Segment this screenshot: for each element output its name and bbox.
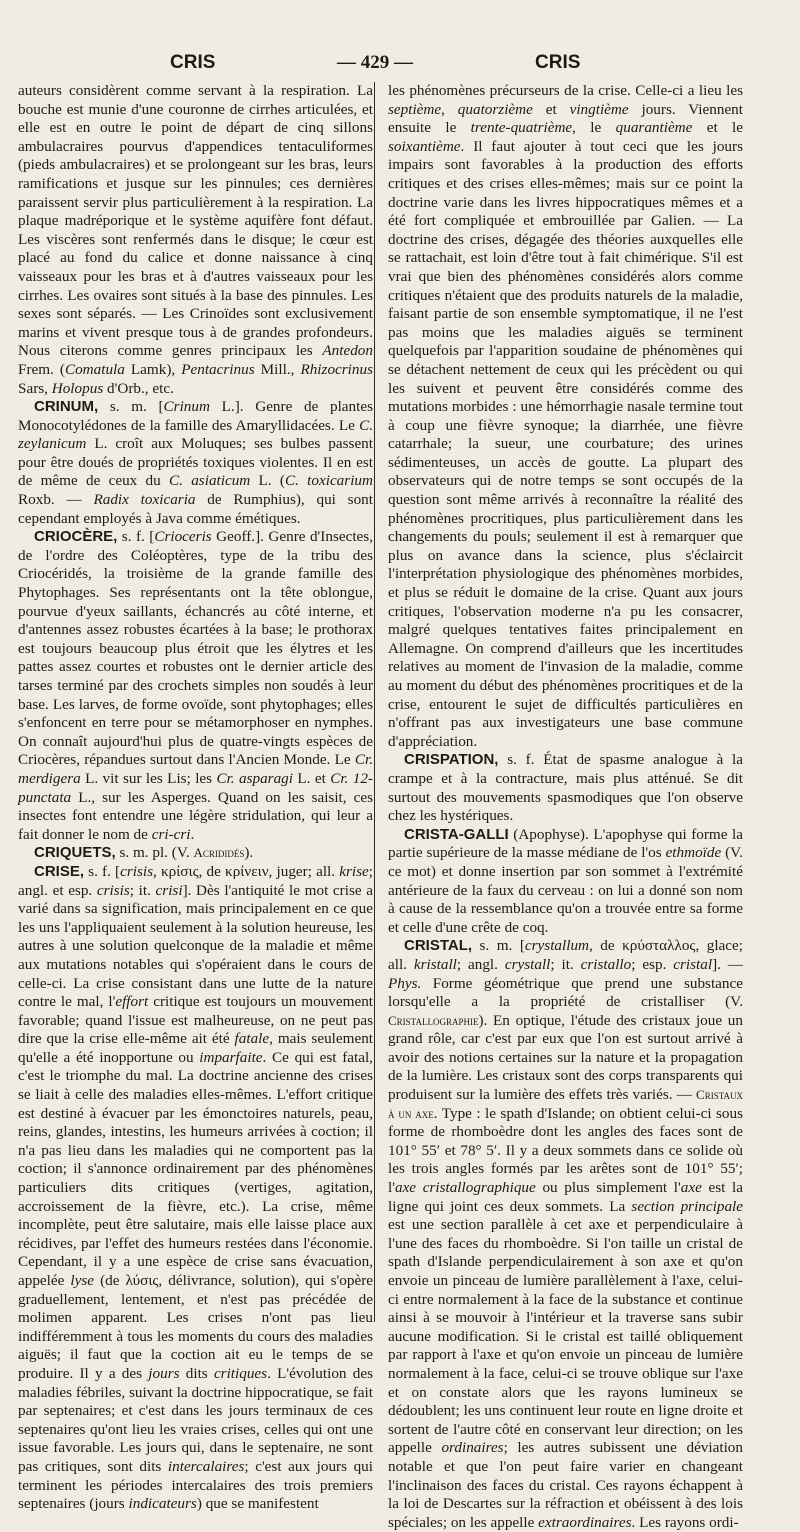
entry-text: Cr. asparagi [216, 769, 293, 787]
entry-text: ; c'est aux jours qui terminent les périodes intercalaires des trois premiers septenaires (jours [18, 1457, 373, 1513]
entry-text: s. m. [ [98, 398, 164, 416]
entry-text: kristall [413, 955, 457, 973]
dictionary-entry-cont [18, 82, 373, 398]
entry-text: . Il faut ajouter à tout ceci que les jours impairs sont favorables à la production des efforts critiques et des crises elles-mêmes; mais sur ce point la doctrine varie dans les livres hippocratiques mêmes et a été fort compliquée et embrouillée par Galien. — La doctrine des crises, dégagée des théories auxquelles elle se rattachait, est loin d'être tout à fait chimérique. S'il est vrai que bien des phénomènes considérés alors comme critiques n'étaient que des produits naturels de la maladie, faisant partie de son ensemble symptomatique, il ne l'est pas moins que les maladies aiguës se terminent quelquefois par l'apparition soudaine de phénomènes qui se détachent nettement de ceux qui les précèdent ou qui les suivent et peuvent être considérés comme des mutations morbides : une hémorrhagie nasale termine tout à coup une fièvre synoque; la diarrhée, une fièvre catarrhale; la sueur, une courbature; des urines sédimenteuses, un accès de goutte. La plupart des observateurs qui de notre temps se sont occupés de la question sont même arrivés à reconnaître la réalité des phénomènes procritiques, plus particulièrement dans les changements du pouls; seulement il est à remarquer que plus on avance dans la science, plus s'éclaircit l'interprétation physiologique des phénomènes morbides, et plus se réduit le domaine de la crise. Quant aux jours critiques, l'observation moderne n'a pu les consacrer, malgré quelques tentatives faites principalement en Allemagne. On comprend d'ailleurs que les incertitudes relatives au moment de l'invasion de la maladie, comme au moment du début des phénomènes procritiques et de la crise, entourent le sujet de difficultés particulières en n'offrant pas aux investigateurs une base commune d'appréciation. [388, 137, 743, 750]
column-divider [374, 82, 375, 1322]
entry-text: krise [339, 862, 369, 880]
page-number: — 429 — [337, 52, 413, 73]
entry-text: s. f. État de spasme analogue à la crampe et à la contracture, mais plus atténué. Se dit surtout des mouvements spasmodiques que l'on observe chez les hystériques. [388, 751, 743, 825]
entry-text: Pentacrinus [181, 360, 255, 378]
entry-text: Mill., [254, 360, 301, 378]
entry-text: imparfaite [199, 1048, 263, 1066]
dictionary-entry-crise-cont [388, 82, 743, 751]
entry-text: ou plus simplement l' [535, 1179, 681, 1197]
entry-text: Crinum [163, 398, 210, 416]
entry-text: ). En optique, l'étude des cristaux joue un grand rôle, car c'est par eux que l'on est surtout arrivé à avoir des notions certaines sur la nature et la propagation de la lumière. Les cristaux sont des corps transparents qui produisent sur la lumière des effets très variés. — [388, 1011, 743, 1104]
entry-text: s. f. [ [84, 862, 121, 880]
dictionary-entry-crise [18, 863, 373, 1514]
entry-text: crystallum [524, 937, 590, 955]
entry-text: Comatula [64, 360, 125, 378]
entry-headword: CRIQUETS, [34, 844, 116, 862]
entry-text: cristallo [580, 955, 632, 973]
entry-text: (V. ce mot) et donne insertion par son sommet à l'extrémité antérieure de la faux du cerveau : on lui a donné son nom à cause de la ressemblance qu'on a trouvée entre sa forme et celle d'une crête de coq. [388, 844, 743, 936]
entry-headword: CRISTAL, [404, 937, 473, 955]
entry-text: Forme géométrique que prend une substance lorsqu'elle a la propriété de cristalliser (V. [388, 974, 743, 1011]
entry-text: . Ce qui est fatal, c'est le triomphe du mal. La doctrine ancienne des crises se liait à celle des maladies elles-mêmes. L'effort critique est destiné à évacuer par les émonctoires naturels, peau, reins, glandes, intestins, les humeurs arrivées à coction; il n'a pas lieu dans les maladies qui ne comportent pas la coction; il s'annonce ordinairement par des phénomènes particuliers dits critiques (vertiges, agitation, accroissement de la fièvre, etc.). La crise, même incomplète, peut être salutaire, mais elle laisse place aux récidives, par l'effet des humeurs restées dans l'économie. Cependant, il y a une espèce de crise sans évacuation, appelée [18, 1048, 373, 1289]
entry-text: Cr. 12-punctata [18, 769, 373, 806]
entry-text: Radix toxicaria [93, 491, 196, 509]
entry-text: cristal [673, 955, 713, 973]
entry-text: L. croît aux Moluques; ses bulbes passent pour être doués de propriétés toxiques violentes. Il en est de même de ceux du [18, 435, 373, 490]
entry-headword: CRINUM, [34, 398, 99, 416]
entry-text: Cristaux à un axe [388, 1087, 743, 1121]
entry-text: , de κρύσταλλος, glace; all. [388, 937, 743, 973]
entry-text: , mais seulement qu'elle a été inopportune ou [18, 1030, 374, 1066]
entry-text: crystall [504, 955, 551, 973]
right-column [388, 82, 744, 1531]
entry-text: lyse [70, 1272, 95, 1289]
entry-text: Cr. merdigera [18, 751, 373, 787]
entry-text: septième [388, 100, 442, 118]
entry-text: s. m. pl. (V. [115, 844, 194, 862]
entry-text: (Apophyse). L'apophyse qui forme la partie supérieure de la masse médiane de l'os [388, 825, 743, 862]
entry-text: Antedon [322, 342, 373, 360]
entry-text: . Type : le spath d'Islande; on obtient celui-ci sous forme de rhomboèdre dont les angles des faces sont de 101° 55′ et 78° 5′. Il y a deux sommets dans ce solide où les trois angles formés par les arêtes sont de 101° 55′; l' [388, 1104, 743, 1197]
entry-text: jours. Viennent ensuite le [388, 100, 743, 137]
entry-text: crisi [155, 881, 183, 899]
entry-headword: CRISPATION, [404, 751, 499, 769]
entry-text: quatorzième [457, 100, 533, 118]
entry-text: ; esp. [631, 955, 674, 973]
running-head-left: CRIS [170, 52, 216, 73]
entry-text: soixantième [388, 137, 461, 155]
entry-text: indicateurs [128, 1495, 197, 1513]
entry-text: ]. — [712, 955, 743, 973]
entry-text: est une section parallèle à cet axe et perpendiculaire à l'une des faces du rhomboèdre. Si l'on taille un cristal de spath d'Islande perpendiculairement à son axe et qu'on envoie un pinceau de lumière parallèlement à l'axe, celui-ci entre normalement à la face de la substance et continue ainsi à se mouvoir à l'intérieur et la traverse sans subir aucune modification. Si le cristal est taillé obliquement par rapport à l'axe et qu'on envoie un pinceau de lumière normalement à la face, celui-ci se trouve oblique sur l'axe et on constate alors que les rayons lumineux se dédoublent; les uns continuent leur route en ligne droite et sortent de l'autre côté en conservant leur direction; on les appelle [388, 1216, 743, 1457]
entry-text: fatale [234, 1030, 270, 1048]
entry-headword: CRIOCÈRE, [34, 528, 118, 546]
entry-text: axe [680, 1179, 702, 1197]
dictionary-entry-crista-galli [388, 826, 743, 938]
running-head-right: CRIS [535, 52, 581, 73]
entry-text: crisis [96, 881, 130, 899]
entry-text: Cristallographie [388, 1012, 479, 1028]
entry-text: C. toxicarium [284, 472, 373, 490]
entry-text: . Les rayons ordi- [631, 1513, 739, 1531]
entry-text: Holopus [51, 379, 104, 397]
entry-text: , [441, 100, 458, 118]
entry-text: ; it. [129, 881, 156, 899]
entry-text: extraordinaires [538, 1513, 632, 1531]
entry-text: (de λύσις, délivrance, solution), qui s'opère graduellement, lentement, et n'est pas précédée de molimen apparent. Les crises n'ont pas lieu indifféremment à tous les moments du cours des maladies aiguës; il faut que la coction ait eu le temps de se produire. Il y a des [18, 1272, 374, 1382]
entry-text: ; it. [550, 955, 581, 973]
left-column [18, 82, 374, 1513]
entry-text: L. ( [250, 472, 285, 490]
entry-headword: CRISTA-GALLI [404, 825, 509, 843]
entry-text: Rhizocrinus [300, 360, 374, 378]
entry-text: L. et [293, 769, 331, 787]
entry-text: Geoff.]. Genre d'Insectes, de l'ordre des Coléoptères, type de la tribu des Criocéridés, la troisième de la grande famille des Phytophages. Ses représentants ont la tête oblongue, pourvue d'yeux saillants, échancrés au côté interne, et d'antennes assez robustes écartées à la base; le prothorax est toujours beaucoup plus étroit que les élytres et les pattes assez courtes et robustes ont le dernier article des tarses terminé par des crochets simples non soudés à leur base. Les larves, de forme ovoïde, sont phytophages; elles s'enfoncent en terre pour se métamorphoser en nymphes. On connaît aujourd'hui plus de quatre-vingts espèces de Criocères, répandues surtout dans l'Ancien Monde. Le [18, 528, 374, 769]
entry-text: trente-quatrième [470, 119, 573, 137]
entry-text: critique est toujours un mouvement favorable; quand l'issue est malheureuse, on ne peut pas dire que la crise elle-même ait été [18, 993, 374, 1048]
entry-text: section principale [631, 1197, 743, 1215]
entry-text: , le [572, 119, 616, 137]
entry-text: Phys. [388, 974, 422, 992]
entry-text: quarantième [615, 119, 693, 137]
entry-text: cri-cri [151, 825, 191, 843]
entry-text: les phénomènes précurseurs de la crise. Celle-ci a lieu les [388, 82, 743, 99]
entry-text: ). [244, 844, 254, 862]
entry-text: est la ligne qui joint ces deux sommets. La [388, 1179, 744, 1215]
entry-text: auteurs considèrent comme servant à la respiration. La bouche est munie d'une couronne de cirrhes articulées, et elle est en outre le point de départ de cinq sillons ambulacraires pourvus d'appendices tentaculiformes (pieds ambulacraires) et se prolongeant sur les bras, leurs ramifications et jusque sur les pinnules; ces dernières paraissent servir plus particulièrement à la respiration. La plaque madréporique et le système aquifère font défaut. Les viscères sont renfermés dans le disque; le cœur est placé au fond du calice et donne naissance à cinq vaisseaux pour les bras et à d'autres vaisseaux pour les cirrhes. Les ovaires sont situés à la base des pinnules. Les sexes sont séparés. — Les Crinoïdes sont exclusivement marins et vivent presque tous à de grandes profondeurs. Nous citerons comme genres principaux les [18, 82, 373, 360]
entry-text: ordinaires [441, 1439, 504, 1457]
entry-text: crisis [120, 862, 154, 880]
entry-text: Sars, [18, 379, 52, 397]
entry-text: de Rumphius), qui sont cependant employés à Java comme émétiques. [18, 491, 373, 527]
entry-text: ; angl. [456, 955, 505, 973]
entry-text: Roxb. — [18, 491, 94, 509]
dictionary-entry-crinum [18, 398, 373, 528]
entry-text: ) que se manifestent [196, 1495, 319, 1513]
page-header [0, 52, 800, 82]
entry-text: axe cristallographique [394, 1179, 536, 1197]
entry-text: L. vit sur les Lis; les [80, 769, 217, 787]
entry-text: L.]. Genre de plantes Monocotylédones de la famille des Amaryllidacées. Le [18, 398, 374, 434]
dictionary-entry-criocere [18, 528, 373, 844]
entry-text: , κρίσις, de κρίνειν, juger; all. [153, 862, 340, 880]
entry-text: s. f. [ [117, 528, 155, 546]
entry-text: ; les autres subissent une déviation notable et que l'on peut faire varier en changeant l'inclinaison des faces du cristal. Ces rayons échappent à la loi de Descartes sur la réfraction et obéissent à des lois spéciales; on les appelle [388, 1439, 743, 1531]
entry-text: jours [148, 1364, 180, 1382]
entry-text: ; angl. et esp. [18, 862, 373, 899]
entry-text: Frem. ( [18, 360, 65, 378]
entry-text: effort [115, 993, 149, 1011]
dictionary-entry-crispation [388, 751, 743, 825]
entry-text: et le [692, 119, 744, 137]
entry-text: et [532, 100, 570, 118]
entry-text: vingtième [569, 100, 629, 118]
entry-text: . [190, 825, 195, 843]
entry-text: L., sur les Asperges. Quand on les saisit, ces insectes font entendre une légère stridulation, qui leur a fait donner le nom de [18, 788, 373, 843]
entry-text: Lamk), [124, 360, 182, 378]
entry-text: dits [179, 1364, 214, 1382]
entry-text: Acrididés [193, 845, 245, 861]
entry-text: ethmoïde [665, 844, 722, 862]
dictionary-entry-criquets [18, 844, 373, 863]
entry-headword: CRISE, [34, 862, 85, 880]
entry-text: intercalaires [167, 1457, 245, 1475]
entry-text: C. asiaticum [169, 472, 251, 490]
entry-text: C. zeylanicum [18, 416, 373, 453]
entry-text: critiques [213, 1364, 268, 1382]
entry-text: ]. Dès l'antiquité le mot crise a varié dans sa signification, mais principalement en ce que les uns l'appliquaient seulement à la solution heureuse, les autres à une solution quelconque de la maladie et même aux mutations notables qui s'opéraient dans le cours de celle-ci. La crise consistant dans une lutte de la nature contre le mal, l' [18, 881, 373, 1011]
entry-text: Crioceris [154, 528, 212, 546]
entry-text: . L'évolution des maladies fébriles, suivant la doctrine hippocratique, se fait par septenaires; et c'est dans les jours terminaux de ces septenaires qu'ont lieu les vraies crises, celles qui ont une issue favorable. Les jours qui, dans le septenaire, ne sont pas critiques, sont dits [18, 1364, 373, 1475]
entry-text: d'Orb., etc. [103, 379, 174, 397]
dictionary-entry-cristal [388, 937, 743, 1532]
entry-text: s. m. [ [472, 937, 525, 955]
